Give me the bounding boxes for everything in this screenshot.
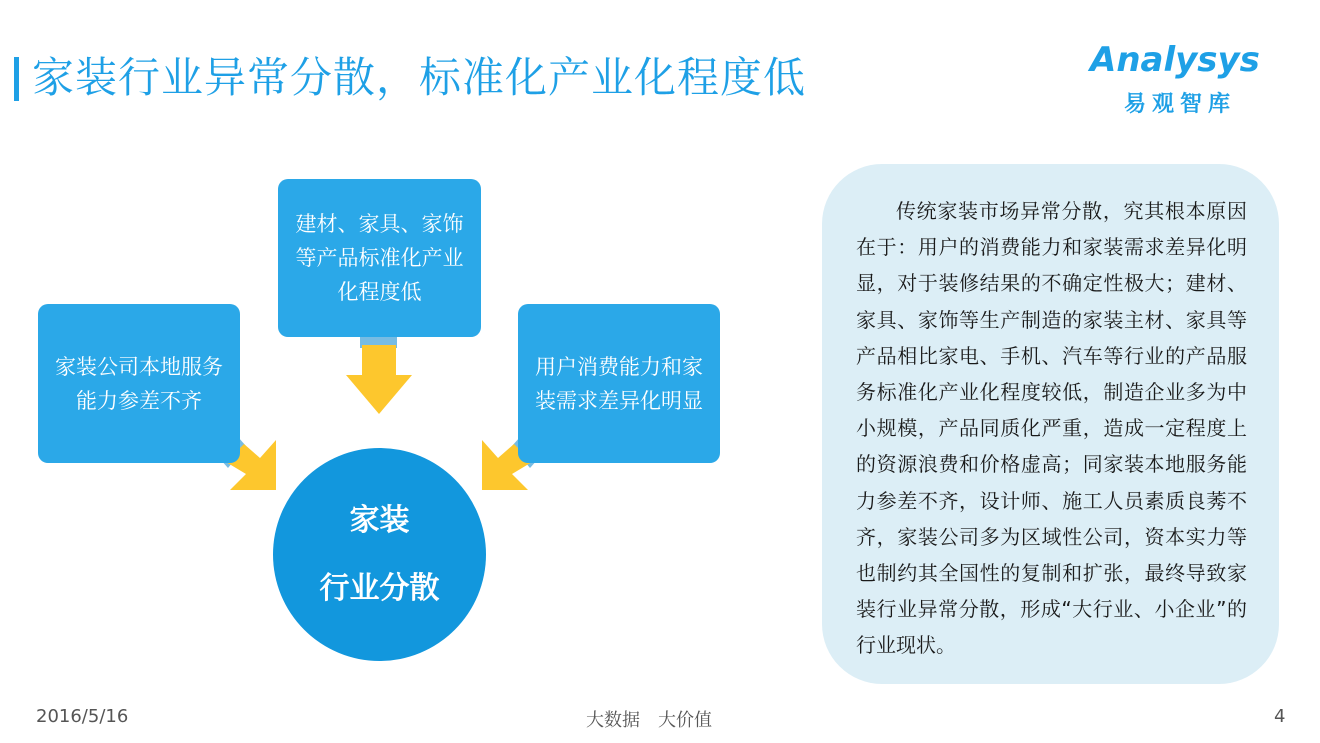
cause-box-local-service-line: 能力参差不齐	[76, 388, 202, 413]
cause-box-user-demand-line: 用户消费能力和家	[535, 354, 703, 379]
cause-box-user-demand	[518, 304, 720, 463]
brand-logo	[1090, 40, 1290, 118]
result-circle	[273, 448, 486, 661]
cause-box-user-demand-line: 装需求差异化明显	[535, 388, 703, 413]
logo-wordmark: Analysys	[1090, 40, 1260, 80]
result-circle-line: 家装	[349, 502, 410, 538]
cause-box-materials-line: 建材、家具、家饰	[295, 212, 464, 236]
page-number: 4	[1274, 706, 1286, 727]
title-accent-bar	[14, 57, 19, 101]
result-circle-line: 行业分散	[319, 570, 440, 606]
footer-slogan: 大数据 大价值	[586, 710, 712, 731]
cause-box-local-service	[38, 304, 240, 463]
cause-box-local-service-line: 家装公司本地服务	[55, 354, 223, 379]
cause-box-materials-line: 化程度低	[337, 280, 422, 304]
down-arrow-icon	[346, 345, 412, 414]
cause-box-materials	[278, 179, 481, 337]
cause-box-materials-line: 等产品标准化产业	[295, 246, 464, 270]
explanation-panel: 传统家装市场异常分散，究其根本原因在于：用户的消费能力和家装需求差异化明显，对于装修结果的不确定性极大；建材、家具、家饰等生产制造的家装主材、家具等产品相比家电、手机、汽车等行业的产品服务标准化产业化程度较低，制造企业多为中小规模，产品同质化严重，造成一定程度上的资源浪费和价格虚高；同家装本地服务能力参差不齐，设计师、施工人员素质良莠不齐，家装公司多为区域性公司，资本实力等也制约其全国性的复制和扩张，最终导致家装行业异常分散，形成“大行业、小企业”的行业现状。	[822, 164, 1279, 684]
logo-subtitle: 易观智库	[1124, 92, 1237, 117]
footer-date: 2016/5/16	[36, 706, 129, 727]
page-title: 家装行业异常分散，标准化产业化程度低	[32, 53, 807, 102]
